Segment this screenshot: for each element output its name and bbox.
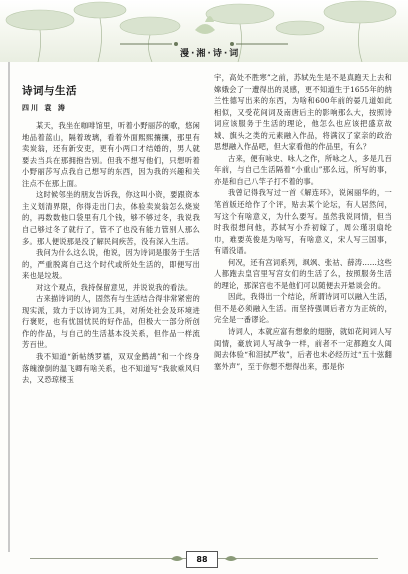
right-body: [214, 72, 392, 372]
paragraph: 我曾记得我写过一首《解连环》，说闲丽华的，一笔首版还给作了个评，贴去某个论坛，有人居然问，写这个有啥意义，为什么要写。虽然我说同情，但当时我很想问他，苏轼写小乔初嫁了，周公瑾羽扇纶巾，难要英俊是为啥写，有啥意义，宋人写三国事，有谱没谱。: [214, 188, 392, 256]
paragraph: 对这个观点，我持保留意见，并说说我的看法。: [36, 282, 193, 292]
page-footer: [0, 548, 408, 574]
paragraph: 我不知道“新帖绣罗襦，双双金鹧鸪”和一个终身落魄潦倒的温飞卿有啥关系，也不知道写“我欲乘风归去，又恐琼楼玉: [22, 352, 200, 385]
left-body: [22, 120, 200, 386]
article-byline: 四川 袁 涛: [22, 103, 67, 112]
paragraph: 古来描诗词的人，固然有与生活结合得非常紧密的现实派，致力于以诗词为工具，对所处社会及环境进行褒贬，也有忧国忧民的好作品，但极大一部分所创作的作品，与自己的生活基本没关系，但作品一样流芳百世。: [22, 294, 200, 350]
paragraph: 古来，便有咏史、咏人之作，所咏之人，多是几百年前，与自己生活隔着“小重山”那么远，所写的事，亦是和自己八竿子打不着的事。: [214, 153, 392, 186]
paragraph: 我问为什么这么说，他说，因为诗词是服务于生活的，严重脱离自己这个时代或所处生活的，即便写出来也是垃圾。: [22, 248, 200, 281]
margin-rule: [8, 62, 10, 552]
paragraph: 某天，我坐在咖啡馆里，听着小野丽莎的歌，悠闲地品着蓝山，隔着玻璃，看着外面熙熙攘攘，那里有卖炭翁，还有新安吏，更有小两口才结婚的，男人就要去当兵在那拥抱告别。但我不想写他们，只想听着小野丽莎写点我自己想写的东西，因为我的兴趣和关注点不在那上面。: [22, 121, 200, 188]
header-banner: [0, 0, 408, 62]
page-number: 88: [186, 551, 218, 568]
paragraph: 宇，高处不胜寒”之前，苏轼先生是不是真跑天上去和嫦娥会了一遭得出的灵感，更不知道生于1655年的纳兰性德写出来的东西，为啥和600年前的晏几道如此相似，又受花间词及南唐后主的影响那么大，按照诗词应该服务于生活的理论，他怎么也应该把盛京故城、旗头之类的元素融入作品，将满汉了家亲的政治思想融入作品吧，但大家看他的作品里，有么？: [214, 73, 392, 152]
paragraph: 何况，还有宫词系列，飒飒、张祜、薛涛……这些人都跑去皇宫里写宫女们的生活了么，按照服务生活的理论，那深宫也不是他们可以随便去开悬谈会的。: [214, 257, 392, 290]
column-title: 漫·湘·诗·词: [180, 49, 241, 59]
paragraph: 因此，我得出一个结论，所谓诗词可以融入生活，但不是必须融入生活。而坚持强调后者方为正统的，完全是一番谬论。: [214, 292, 392, 325]
left-column: [22, 86, 200, 386]
leaf-ornament-icon: [170, 554, 184, 563]
right-column: [214, 72, 392, 372]
article-title: 诗词与生活: [22, 85, 77, 97]
paragraph: 诗词人，本就应富有想象的翅膀，就如花间词人写闺情，豪放词人写战争一样，前者不一定都跑女人闺阁去体验“和泪拭严妆”，后者也未必经历过“五十弦翻塞外声”，至于你想不想得出来，那是你: [214, 327, 392, 371]
paragraph: 这时候邻坐的朋友告诉我，你这叫小资，要跟资本主义划清界限，你得走出门去，体验卖炭翁怎么烧炭的，再数数他口袋里有几个钱，够不够过冬，我说我自己够过冬了就行了，管不了也没有能力管别人那么多。那人便说那是没了解民间疾苦，没有深入生活。: [22, 190, 200, 246]
leaf-ornament-icon: [224, 554, 238, 563]
